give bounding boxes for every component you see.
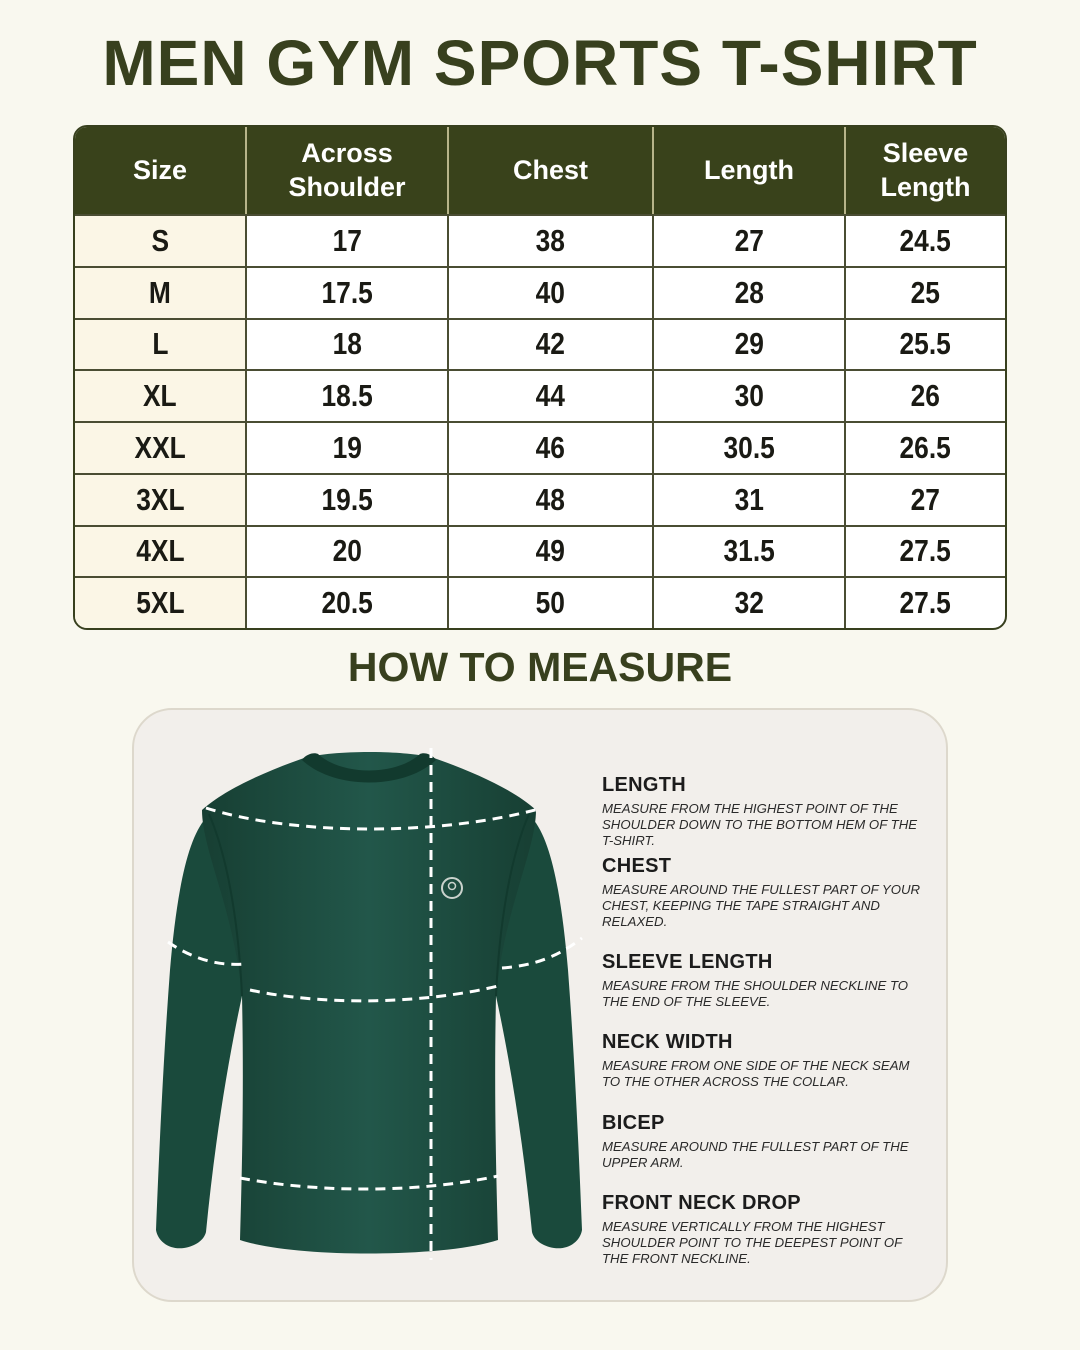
table-cell: 32 xyxy=(654,576,846,628)
guide-neck-width xyxy=(602,1031,922,1090)
table-cell-size: 5XL xyxy=(75,576,247,628)
guide-heading: FRONT NECK DROP xyxy=(602,1192,801,1214)
table-cell-size: M xyxy=(75,266,247,318)
table-cell: 31 xyxy=(654,473,846,525)
table-cell-size: XXL xyxy=(75,421,247,473)
table-cell: 49 xyxy=(449,525,654,577)
guide-heading: CHEST xyxy=(602,855,672,877)
table-cell-size: XL xyxy=(75,369,247,421)
table-cell: 26.5 xyxy=(846,421,1005,473)
table-cell: 28 xyxy=(654,266,846,318)
table-cell-size: 3XL xyxy=(75,473,247,525)
table-cell: 31.5 xyxy=(654,525,846,577)
header-length: Length xyxy=(654,127,846,214)
table-cell-size: 4XL xyxy=(75,525,247,577)
guide-text: MEASURE VERTICALLY FROM THE HIGHEST SHOULDER POINT TO THE DEEPEST POINT OF THE FRONT NECKLINE. xyxy=(602,1219,902,1266)
guide-length xyxy=(602,774,922,849)
table-cell: 40 xyxy=(449,266,654,318)
table-cell: 24.5 xyxy=(846,214,1005,266)
guide-front-neck-drop xyxy=(602,1192,922,1267)
table-cell: 18 xyxy=(247,318,449,370)
tshirt-illustration xyxy=(134,710,604,1300)
table-cell-size: L xyxy=(75,318,247,370)
table-cell: 30 xyxy=(654,369,846,421)
table-cell: 27 xyxy=(846,473,1005,525)
table-cell: 17 xyxy=(247,214,449,266)
table-cell: 26 xyxy=(846,369,1005,421)
header-chest: Chest xyxy=(449,127,654,214)
table-cell-size: S xyxy=(75,214,247,266)
header-sleeve-length: Sleeve Length xyxy=(846,127,1005,214)
page-title: MEN GYM SPORTS T-SHIRT xyxy=(102,27,978,99)
table-cell: 27.5 xyxy=(846,525,1005,577)
guide-heading: BICEP xyxy=(602,1112,665,1134)
guide-bicep xyxy=(602,1112,922,1171)
table-cell: 46 xyxy=(449,421,654,473)
guide-chest xyxy=(602,855,922,930)
measure-guide-card xyxy=(132,708,948,1302)
guide-heading: SLEEVE LENGTH xyxy=(602,951,773,973)
table-cell: 19.5 xyxy=(247,473,449,525)
table-cell: 42 xyxy=(449,318,654,370)
guide-sleeve-length xyxy=(602,951,922,1010)
table-cell: 44 xyxy=(449,369,654,421)
guide-text: MEASURE FROM THE HIGHEST POINT OF THE SHOULDER DOWN TO THE BOTTOM HEM OF THE T-SHIRT. xyxy=(602,801,918,848)
guide-text: MEASURE FROM THE SHOULDER NECKLINE TO THE END OF THE SLEEVE. xyxy=(602,978,909,1009)
table-cell: 25 xyxy=(846,266,1005,318)
table-cell: 38 xyxy=(449,214,654,266)
table-cell: 29 xyxy=(654,318,846,370)
table-cell: 17.5 xyxy=(247,266,449,318)
table-cell: 25.5 xyxy=(846,318,1005,370)
guide-text: MEASURE AROUND THE FULLEST PART OF YOUR CHEST, KEEPING THE TAPE STRAIGHT AND RELAXED. xyxy=(602,882,921,929)
guide-heading: LENGTH xyxy=(602,774,687,796)
size-chart-table xyxy=(73,125,1007,630)
header-size: Size xyxy=(75,127,247,214)
table-cell: 20 xyxy=(247,525,449,577)
header-across-shoulder: Across Shoulder xyxy=(247,127,449,214)
table-cell: 48 xyxy=(449,473,654,525)
guide-heading: NECK WIDTH xyxy=(602,1031,733,1053)
table-cell: 30.5 xyxy=(654,421,846,473)
guide-text: MEASURE FROM ONE SIDE OF THE NECK SEAM TO THE OTHER ACROSS THE COLLAR. xyxy=(602,1058,910,1089)
table-cell: 20.5 xyxy=(247,576,449,628)
table-cell: 27.5 xyxy=(846,576,1005,628)
table-cell: 19 xyxy=(247,421,449,473)
guide-text: MEASURE AROUND THE FULLEST PART OF THE UPPER ARM. xyxy=(602,1139,909,1170)
section-title: HOW TO MEASURE xyxy=(347,644,733,690)
table-cell: 18.5 xyxy=(247,369,449,421)
table-cell: 27 xyxy=(654,214,846,266)
table-cell: 50 xyxy=(449,576,654,628)
